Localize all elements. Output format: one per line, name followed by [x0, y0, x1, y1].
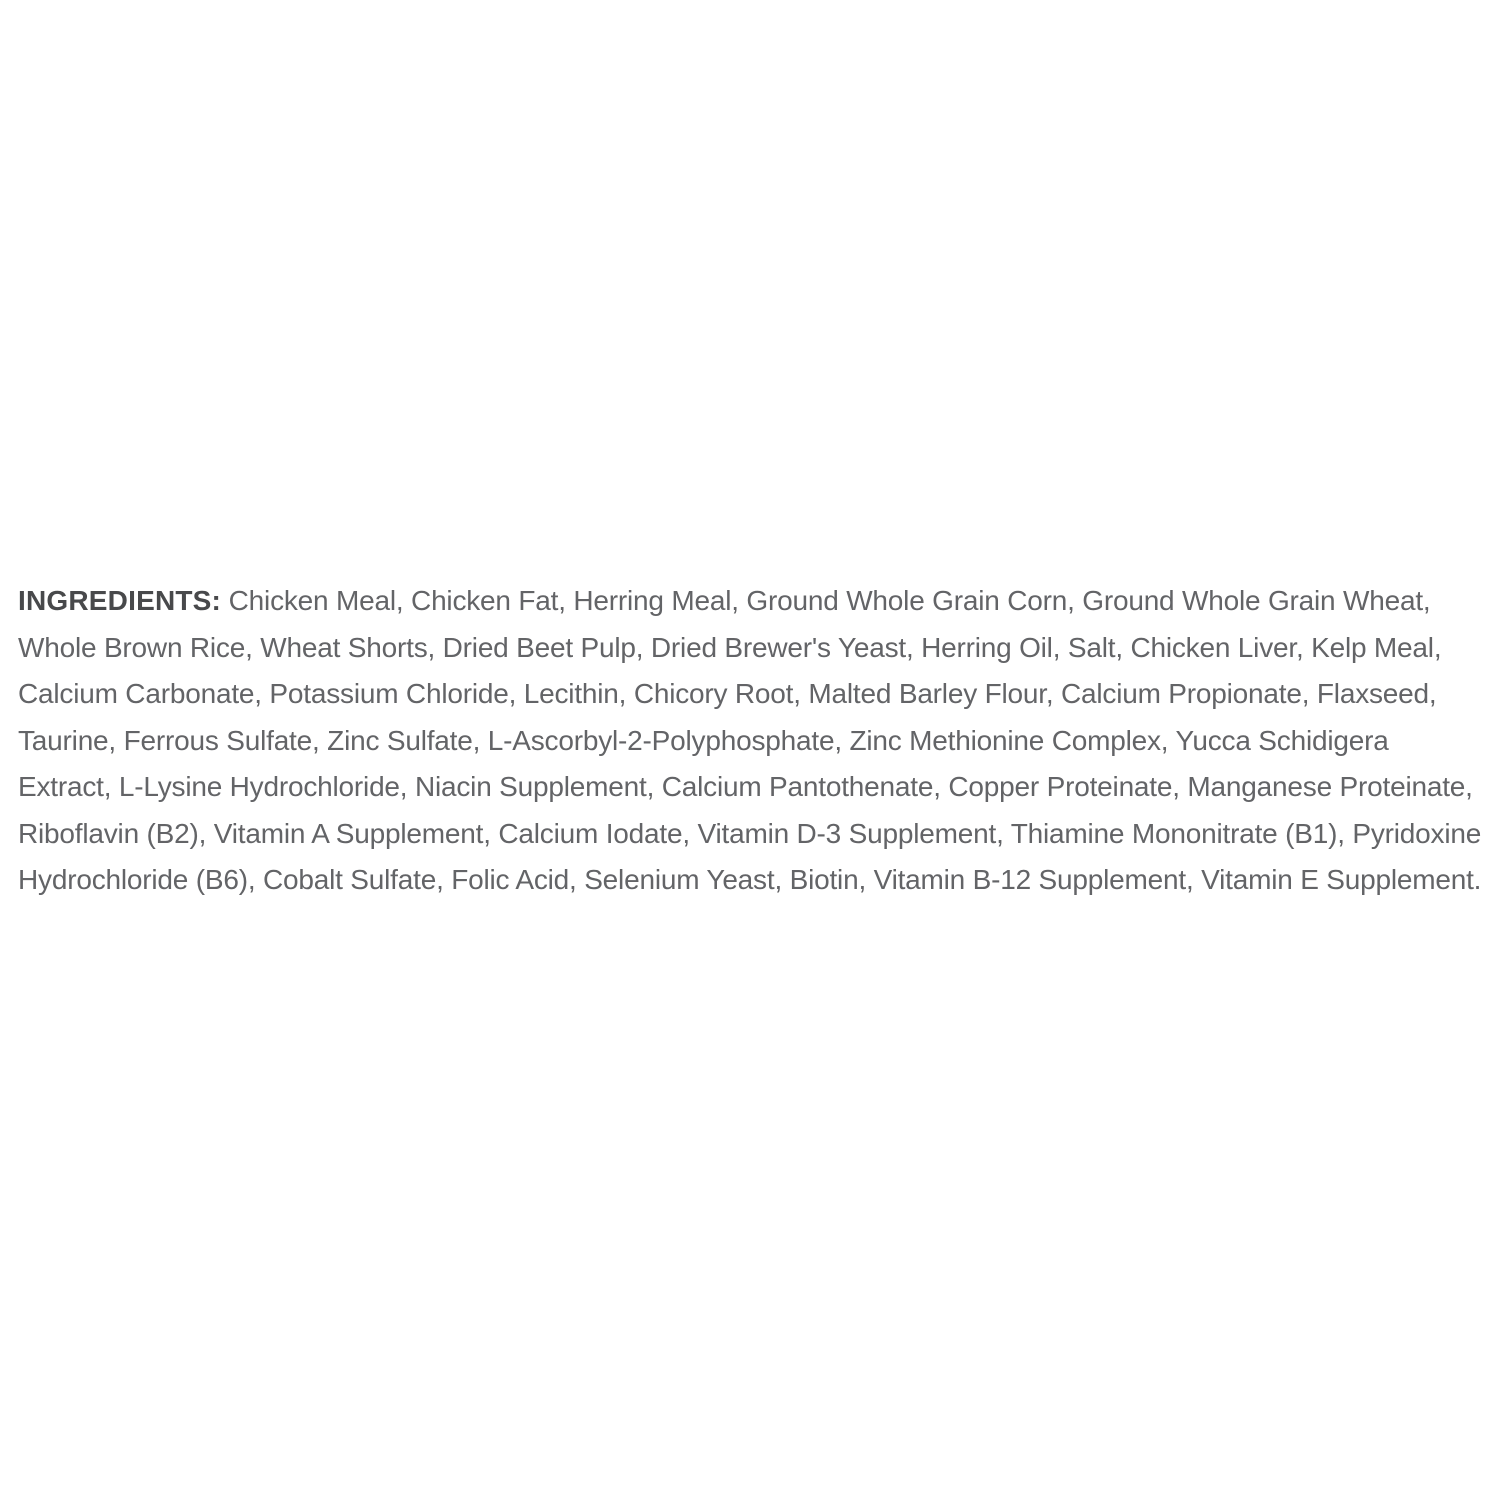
ingredient-line-text: Hydrochloride (B6), Cobalt Sulfate, Folic Acid, Selenium Yeast, Biotin, Vitamin B-12 Supplement, Vitamin E Supplement.: [18, 864, 1482, 895]
ingredient-line: [18, 718, 1486, 765]
ingredient-line-text: Extract, L-Lysine Hydrochloride, Niacin Supplement, Calcium Pantothenate, Copper Proteinate, Manganese Proteinate,: [18, 771, 1473, 802]
ingredient-line: [18, 857, 1486, 904]
ingredient-line: [18, 811, 1486, 858]
ingredient-line: [18, 671, 1486, 718]
ingredient-line-text: Chicken Meal, Chicken Fat, Herring Meal, Ground Whole Grain Corn, Ground Whole Grain Wheat,: [221, 585, 1431, 616]
ingredient-line-text: Riboflavin (B2), Vitamin A Supplement, Calcium Iodate, Vitamin D-3 Supplement, Thiamine Mononitrate (B1), Pyridoxine: [18, 817, 1482, 849]
ingredient-line-text: Taurine, Ferrous Sulfate, Zinc Sulfate, L-Ascorbyl-2-Polyphosphate, Zinc Methionine Complex, Yucca Schidigera: [18, 724, 1389, 756]
ingredient-line-text: Whole Brown Rice, Wheat Shorts, Dried Beet Pulp, Dried Brewer's Yeast, Herring Oil, Salt, Chicken Liver, Kelp Meal,: [18, 631, 1442, 663]
ingredient-line: [18, 764, 1486, 811]
ingredient-line: [18, 625, 1486, 672]
ingredients-paragraph: [18, 578, 1486, 904]
ingredient-line-text: Calcium Carbonate, Potassium Chloride, Lecithin, Chicory Root, Malted Barley Flour, Calcium Propionate, Flaxseed,: [18, 678, 1437, 709]
ingredients-label: INGREDIENTS:: [18, 585, 222, 616]
ingredient-line: [18, 578, 1486, 625]
